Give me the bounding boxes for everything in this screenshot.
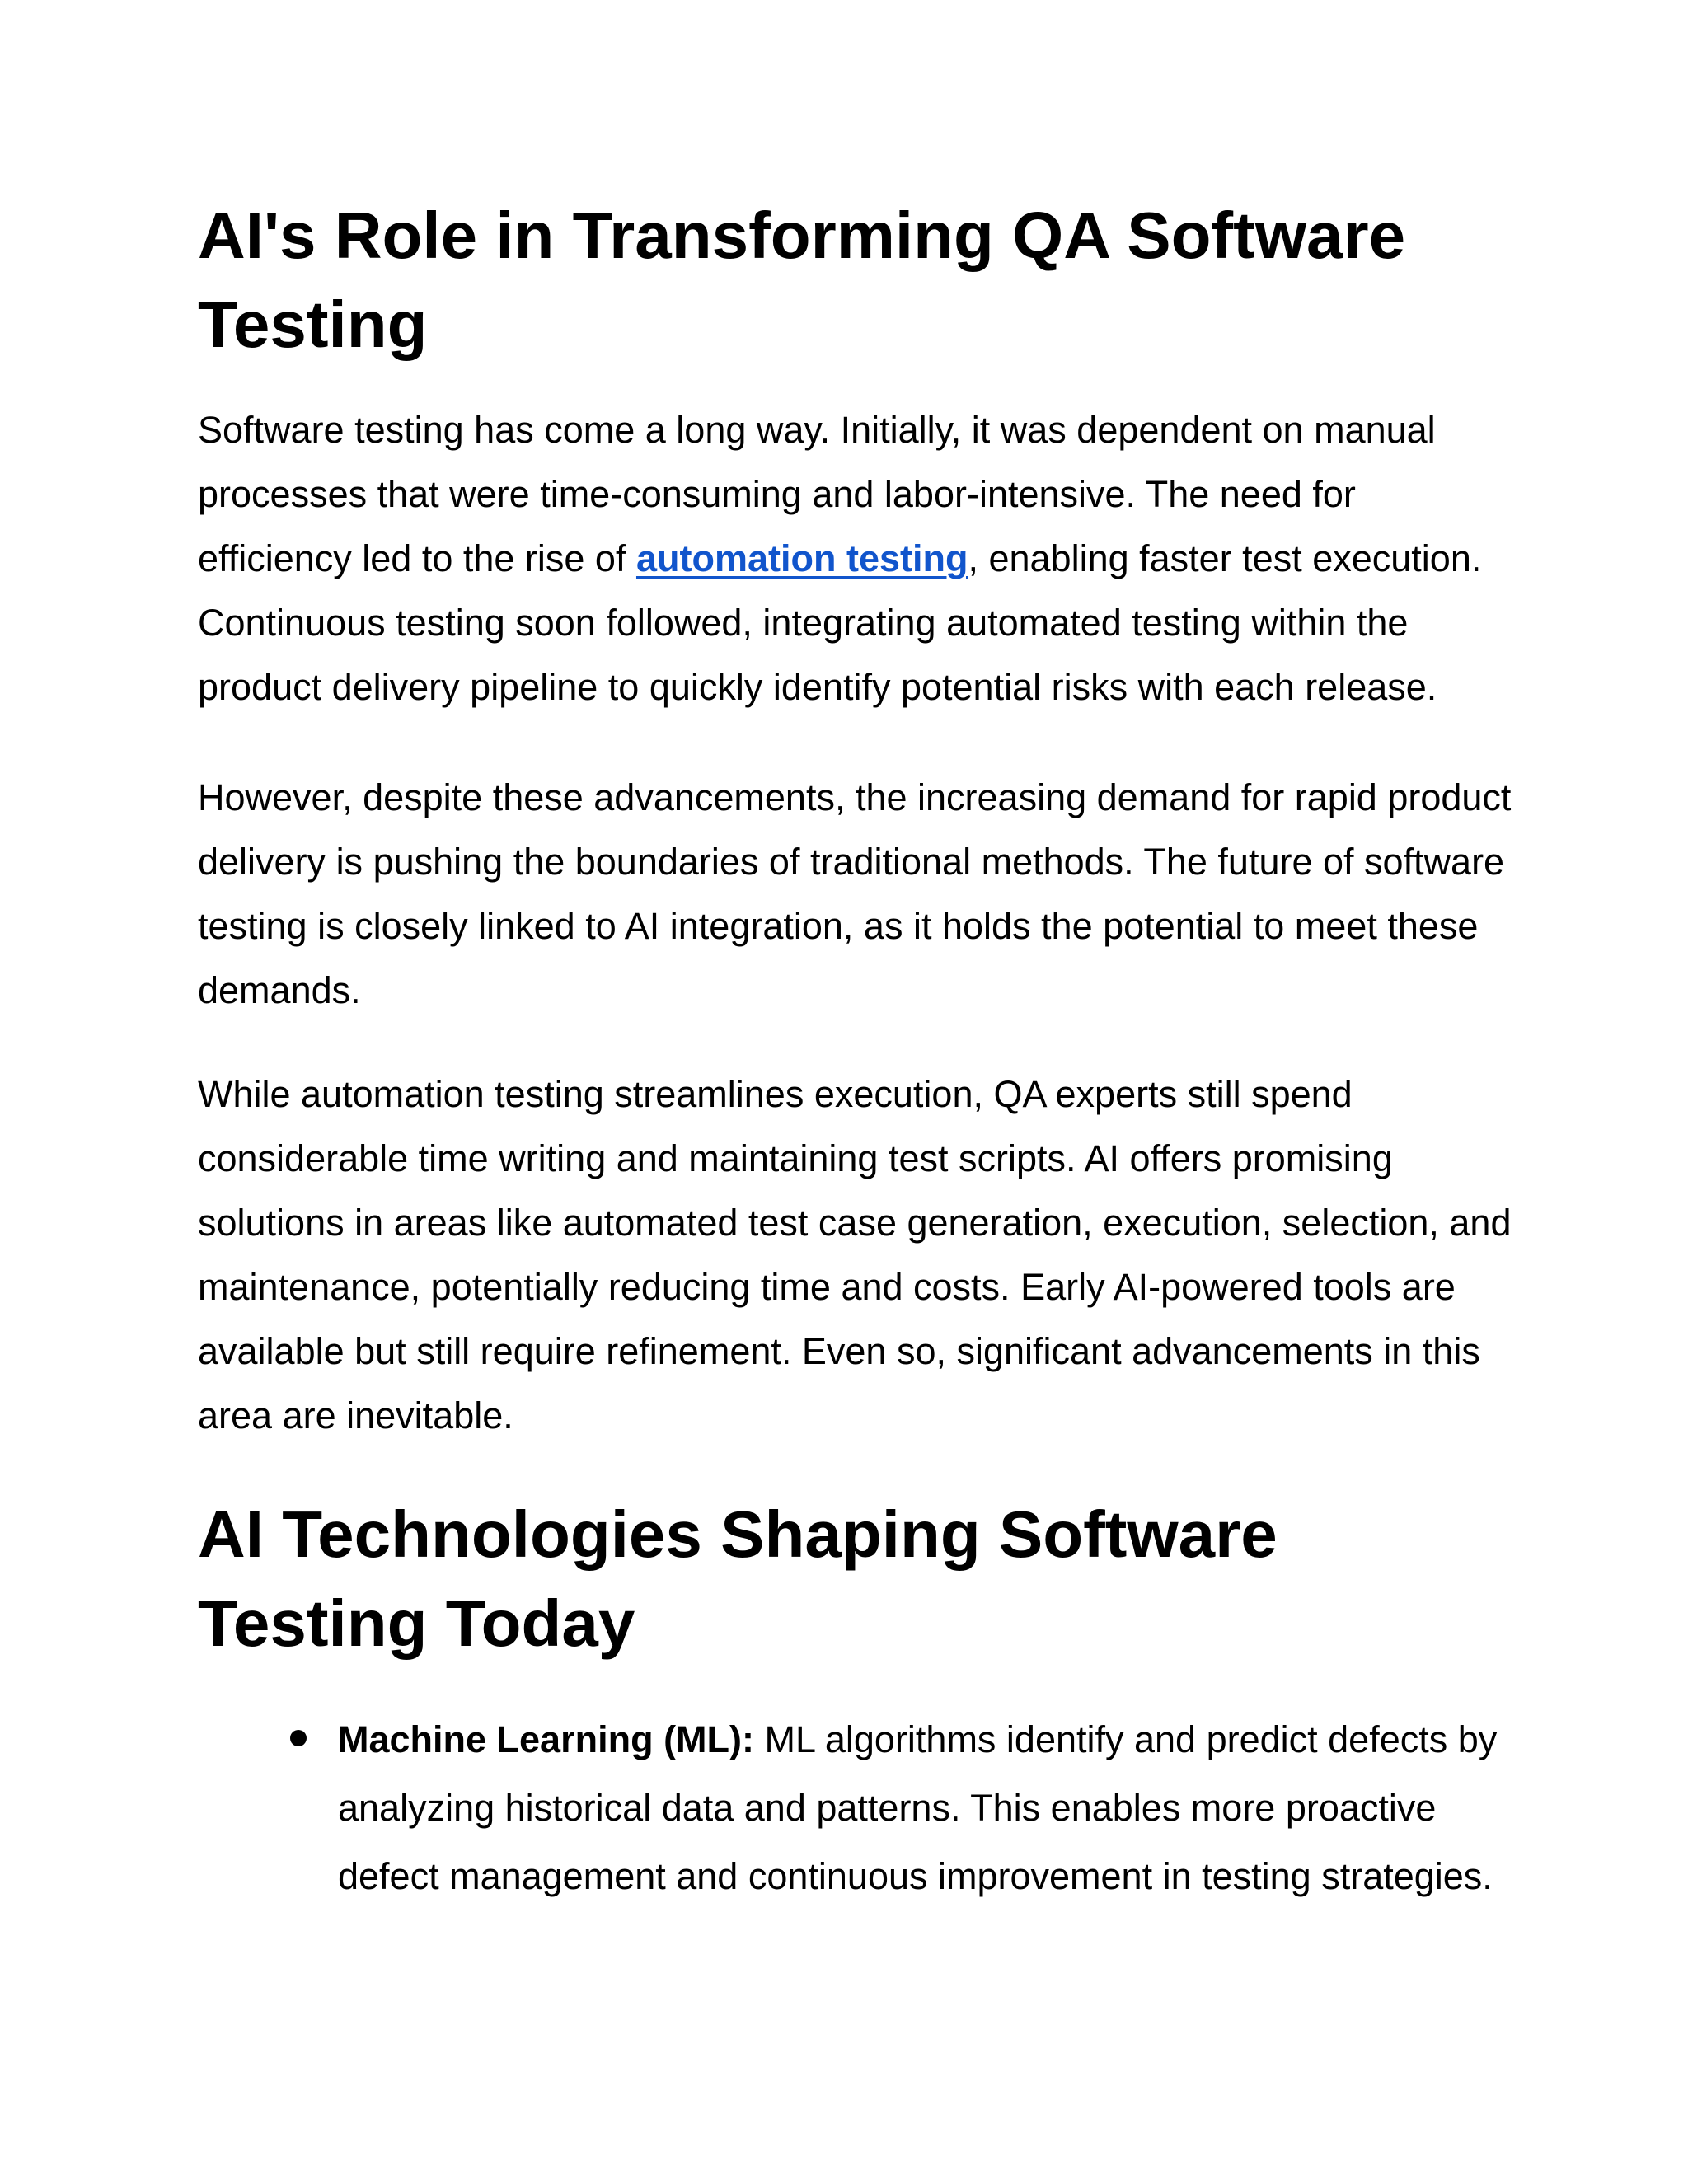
page-title: AI's Role in Transforming QA Software Testing — [198, 199, 1406, 361]
intro-text-after-link: , enabling faster test execution. Continuous testing soon followed, integrating automated testing within the product delivery pipeline to quickly identify potential risks with each release. — [198, 537, 1482, 708]
list-item-text: ML algorithms identify and predict defects by analyzing historical data and patterns. This enables more proactive defect management and continuous improvement in testing strategies. — [338, 1718, 1498, 1897]
list-item-term: Machine Learning (ML): — [338, 1718, 754, 1760]
technologies-list — [338, 1705, 1517, 1910]
intro-text-before-link: Software testing has come a long way. Initially, it was dependent on manual processes that were time-consuming and labor-intensive. The need for efficiency led to the rise of — [198, 409, 1436, 579]
list-item — [338, 1705, 1517, 1910]
advancements-paragraph: However, despite these advancements, the increasing demand for rapid product delivery is pushing the boundaries of traditional methods. The future of software testing is closely linked to AI integration, as it holds the potential to meet these demands. — [198, 776, 1512, 1011]
intro-paragraph — [198, 398, 1517, 719]
section-heading: AI Technologies Shaping Software Testing Today — [198, 1497, 1278, 1660]
automation-paragraph: While automation testing streamlines execution, QA experts still spend considerable time writing and maintaining test scripts. AI offers promising solutions in areas like automated test case generation, execution, selection, and maintenance, potentially reducing time and costs. Early AI-powered tools are available but still require refinement. Even so, significant advancements in this area are inevitable. — [198, 1073, 1512, 1436]
automation-testing-link[interactable]: automation testing — [635, 537, 968, 579]
bullet-icon — [290, 1730, 307, 1746]
